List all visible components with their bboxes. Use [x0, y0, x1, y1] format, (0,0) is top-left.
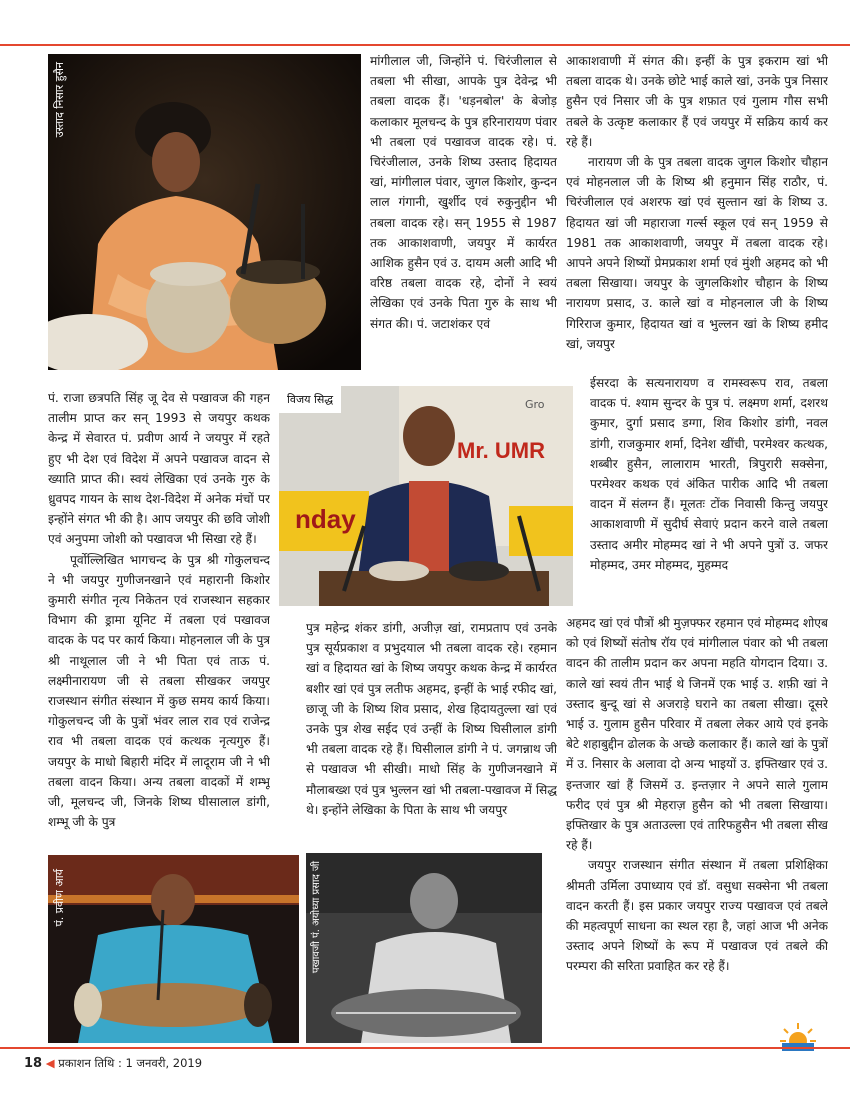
bottom-rule: [0, 1047, 850, 1049]
banner-text-left: nday: [295, 504, 356, 534]
tabla-player-illustration: [48, 54, 361, 370]
tabla-performance-illustration: [279, 386, 573, 606]
photo3-caption: पं. प्रवीण आर्य: [53, 869, 66, 927]
column-left: [48, 388, 270, 848]
photo4-caption: पखावजी पं. अयोध्या प्रसाद जी: [311, 861, 322, 974]
column-right-top: [566, 51, 828, 373]
column-middle-bottom: [306, 618, 557, 850]
paragraph: पुत्र महेन्द्र शंकर डांगी, अजीज़ खां, रामप्रताप एवं उनके पुत्र सूर्यप्रकाश व प्रभुदयाल भी तबला वादक रहे। रहमान खां व हिदायत खां के शिष्य जयपुर कथक केन्द्र में कार्यरत बशीर खां एवं पुत्र लतीफ अहमद, इन्हीं के भाई रफीद खां, छाजू जी के शिष्य शिव प्रसाद, शेख हिदायतुल्ला खां एवं उनके पुत्र शेख सईद एवं उन्हीं के शिष्य घिसीलाल डांगी भी तबला वादक रहे हैं। घिसीलाल डांगी ने पं. जगन्नाथ जी से पखावज भी सीखी। माधो सिंह के गुणीजनखाने में मौलाबख्श एवं पुत्र भुल्लन खां भी तबला-पखावज में सिद्ध थे। इन्होंने लेखिका के पिता के साथ भी जयपुर: [306, 621, 557, 817]
banner-text-small: Gro: [525, 398, 545, 411]
vintage-pakhawaj-illustration: [306, 853, 542, 1043]
banner-text: Mr. UMR: [457, 438, 545, 463]
photo2-caption: विजय सिद्ध: [279, 386, 341, 413]
column-middle-top: [370, 51, 557, 369]
photo-vijay-siddh: [279, 386, 573, 606]
column-right-bottom: [566, 613, 828, 1037]
publication-date: प्रकाशन तिथि : 1 जनवरी, 2019: [58, 1056, 203, 1070]
page-number: 18: [24, 1056, 43, 1071]
paragraph: मांगीलाल जी, जिन्होंने पं. चिरंजीलाल से तबला भी सीखा, आपके पुत्र देवेन्द्र भी तबला वादक हैं। 'धड़नबोल' के बेजोड़ कलाकार मूलचन्द के पुत्र हरिनारायण पंवार भी तबला एवं पखावज वादक रहे। पं. चिरंजीलाल, उनके शिष्य उस्ताद हिदायत खां, मांगीलाल पंवार, जुगल किशोर, कुन्दन लाल गंगानी, खुर्शीद एवं रुकुनुद्दीन भी तबला वादक रहे। सन् 1955 से 1987 तक आकाशवाणी, जयपुर में कार्यरत आशिक हुसैन एवं उ. दायम अली आदि भी वरिष्ठ तबला वादक रहे, दोनों ने स्वयं लेखिका एवं उनके पिता गुरु के साथ भी संगत की। पं. जटाशंकर एवं: [370, 54, 557, 331]
paragraph: अहमद खां एवं पौत्रों श्री मुज़फ्फर रहमान एवं मोहम्मद शोएब को एवं शिष्यों संतोष रॉय एवं मांगीलाल पंवार को भी तबला वादन की तालीम प्रदान कर अपना महति योगदान दिया। उ. काले खां स्वयं तीन भाई थे जिनमें एक भाई उ. शफ़ी खां ने उस्ताद बुन्दू खां से अजराड़े घराने का तबला सीखा। दूसरे भाई उ. गुलाम हुसैन परिवार में तबला लेकर आये एवं इनके बेटे शहाबुद्दीन ढोलक के अच्छे कलाकार हैं। काले खां के पुत्रों में उ. निसार के अलावा दो अन्य भाइयों उ. इफ्तिखार एवं उ. इन्तजार खां हैं जिसमें उ. इन्तज़ार ने अपने साले गुलाम फरीद एवं पुत्र श्री मेहराज़ हुसैन को भी तबला सिखाया। इफ्तिखार के पुत्र अताउल्ला एवं तारिफहुसैन भी तबला सीख रहे हैं।: [566, 616, 828, 853]
photo-ayodhya-prasad: [306, 853, 542, 1043]
column-right-middle: [590, 373, 828, 605]
paragraph: नारायण जी के पुत्र तबला वादक जुगल किशोर चौहान एवं मोहनलाल जी के शिष्य श्री हनुमान सिंह राठौर, पं. चिरंजीलाल एवं अशरफ खां एवं सुल्तान खां के शिष्य उ. हिदायत खां जी महाराजा गर्ल्स स्कूल एवं सन् 1959 से 1981 तक आकाशवाणी, जयपुर में तबला वादक रहे। आपने अपने शिष्यों प्रेमप्रकाश शर्मा एवं मुंशी अहमद को भी तबला सिखाया। जयपुर के जुगलकिशोर चौहान के शिष्य नारायण प्रसाद, उ. काले खां व मोहनलाल जी के शिष्य गिरिराज कुमार, हिदायत खां व भुल्लन खां के शिष्य हमीद खां, जयपुर: [566, 155, 828, 351]
paragraph: ईसरदा के सत्यनारायण व रामस्वरूप राव, तबला वादक पं. श्याम सुन्दर के पुत्र पं. लक्ष्मण शर्मा, दशरथ कुमार, दुर्गा प्रसाद डग्गा, शिव किशोर डांगी, नवल डांगी, राजकुमार शर्मा, दिनेश खींची, परमेश्वर कत्थक, शब्बीर हुसैन, लालाराम भारती, त्रिपुरारी सक्सेना, परमेश्वर कथक एवं अंकित पारीक आदि भी तबला वादन में संलग्न हैं। मूलतः टोंक निवासी किन्तु जयपुर आकाशवाणी में सुदीर्घ सेवाएं प्रदान करने वाले तबला उस्ताद अमीर मोहम्मद खां ने भी अपने पुत्रों उ. जफर मोहम्मद, उमर मोहम्मद, मुहम्मद: [590, 376, 828, 572]
paragraph: आकाशवाणी में संगत की। इन्हीं के पुत्र इकराम खां भी तबला वादक थे। उनके छोटे भाई काले खां, उनके पुत्र निसार हुसैन एवं निसार जी के पुत्र शफ़ात एवं गुलाम गौस सभी तबले के उत्कृष्ट कलाकार हैं एवं जयपुर में सक्रिय कार्य कर रहे हैं।: [566, 54, 828, 149]
paragraph: पूर्वोल्लिखित भागचन्द के पुत्र श्री गोकुलचन्द ने भी जयपुर गुणीजनखाने एवं महारानी किशोर कुमारी संगीत नृत्य निकेतन एवं राजस्थान सहकार विभाग की ड्रामा यूनिट में तबला एवं पखावज वादक के पद पर कार्य किया। मोहनलाल जी के पुत्र श्री नाथूलाल जी ने भी पिता एवं ताऊ पं. लक्ष्मीनारायण जी से तबला सीखकर जयपुर राजस्थान संगीत संस्थान में कुछ समय कार्य किया। गोकुलचन्द जी के पुत्रों भंवर लाल राव एवं राजेन्द्र राव भी तबला वादक एवं कत्थक नृत्यगुरु हैं। जयपुर के माधो बिहारी मंदिर में लादूराम जी ने भी तबला वादन किया। अन्य तबला वादकों में शम्भू जी, मूलचन्द जी, जिनके शिष्य घीसालाल डांगी, शम्भू जी के पुत्र: [48, 552, 270, 830]
pakhawaj-player-illustration: [48, 855, 299, 1043]
paragraph: पं. राजा छत्रपति सिंह जू देव से पखावज की गहन तालीम प्राप्त कर सन् 1993 से जयपुर कथक केन्द्र में सेवारत पं. प्रवीण आर्य ने जयपुर में रहते हुए भी देश एवं विदेश में अपने पखावज वादन से ख्याति प्राप्त की। स्वयं लेखिका एवं उनके गुरु के ध्रुवपद गायन के साथ देश-विदेश में अनेक मंचों पर इन्होंने संगत भी की है। आप जयपुर की छवि जोशी एवं अनुपमा जोशी को पखावज भी सिखा रहे हैं।: [48, 391, 270, 547]
top-rule: [0, 44, 850, 46]
footer-marker-icon: ◀: [45, 1056, 55, 1070]
page-footer: [24, 1056, 202, 1071]
photo-praveen-arya: [48, 855, 299, 1043]
photo-nisar-hussain: [48, 54, 361, 370]
paragraph: जयपुर राजस्थान संगीत संस्थान में तबला प्रशिक्षिका श्रीमती उर्मिला उपाध्याय एवं डॉ. वसुधा सक्सेना भी तबला वादन करती हैं। इस प्रकार जयपुर राज्य पखावज एवं तबले की महत्वपूर्ण साधना का स्थल रहा है, जहां आज भी अनेक उस्ताद अपने शिष्यों के रूप में पखावज एवं तबले की परम्परा की सरिता प्रवाहित कर रहे हैं।: [566, 858, 828, 974]
photo1-caption: उस्ताद निसार हुसैन: [53, 62, 66, 138]
